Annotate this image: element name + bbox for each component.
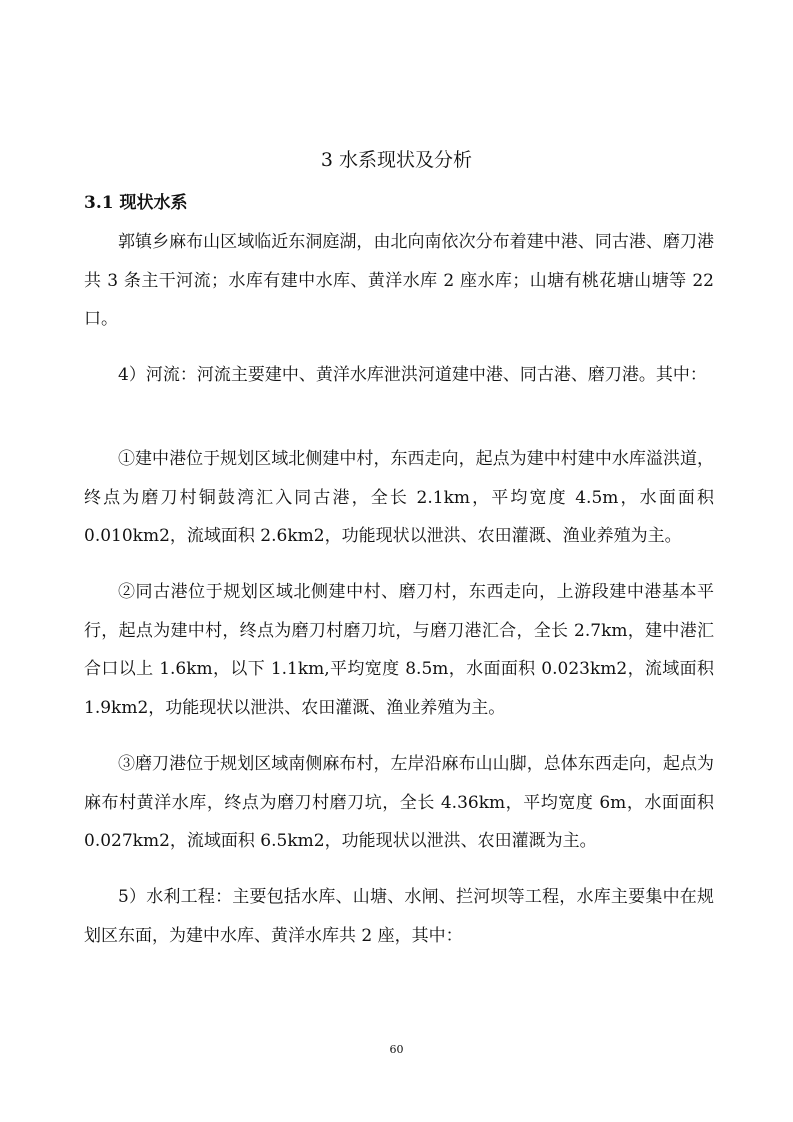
page-number: 60 [389, 1043, 404, 1056]
paragraph-jianzhong-harbor: ①建中港位于规划区域北侧建中村，东西走向，起点为建中村建中水库溢洪道，终点为磨刀村铜鼓湾汇入同古港，全长 2.1km，平均宽度 4.5m，水面面积 0.010km2，流域面积 2.6km2，功能现状以泄洪、农田灌溉、渔业养殖为主。 [84, 449, 714, 546]
paragraph-water-system-overview: 郭镇乡麻布山区域临近东洞庭湖，由北向南依次分布着建中港、同古港、磨刀港共 3 条主干河流；水库有建中水库、黄洋水库 2 座水库；山塘有桃花塘山塘等 22 口。 [84, 232, 714, 329]
paragraph-tonggu-harbor: ②同古港位于规划区域北侧建中村、磨刀村，东西走向，上游段建中港基本平行，起点为建中村，终点为磨刀村磨刀坑，与磨刀港汇合，全长 2.7km，建中港汇合口以上 1.6km，以下 1.1km,平均宽度 8.5m，水面面积 0.023km2，流域面积 1.9km2，功能现状以泄洪、农田灌溉、渔业养殖为主。 [84, 582, 714, 718]
paragraph-modao-harbor: ③磨刀港位于规划区域南侧麻布村，左岸沿麻布山山脚，总体东西走向，起点为麻布村黄洋水库，终点为磨刀村磨刀坑，全长 4.36km，平均宽度 6m，水面面积 0.027km2，流域面积 6.5km2，功能现状以泄洪、农田灌溉为主。 [84, 754, 714, 851]
paragraph-water-projects: 5）水利工程：主要包括水库、山塘、水闸、拦河坝等工程，水库主要集中在规划区东面，为建中水库、黄洋水库共 2 座，其中： [84, 887, 714, 946]
section-heading: 3.1 现状水系 [84, 193, 188, 213]
chapter-title: 3 水系现状及分析 [320, 149, 473, 171]
paragraph-rivers-intro: 4）河流：河流主要建中、黄洋水库泄洪河道建中港、同古港、磨刀港。其中： [118, 365, 707, 385]
